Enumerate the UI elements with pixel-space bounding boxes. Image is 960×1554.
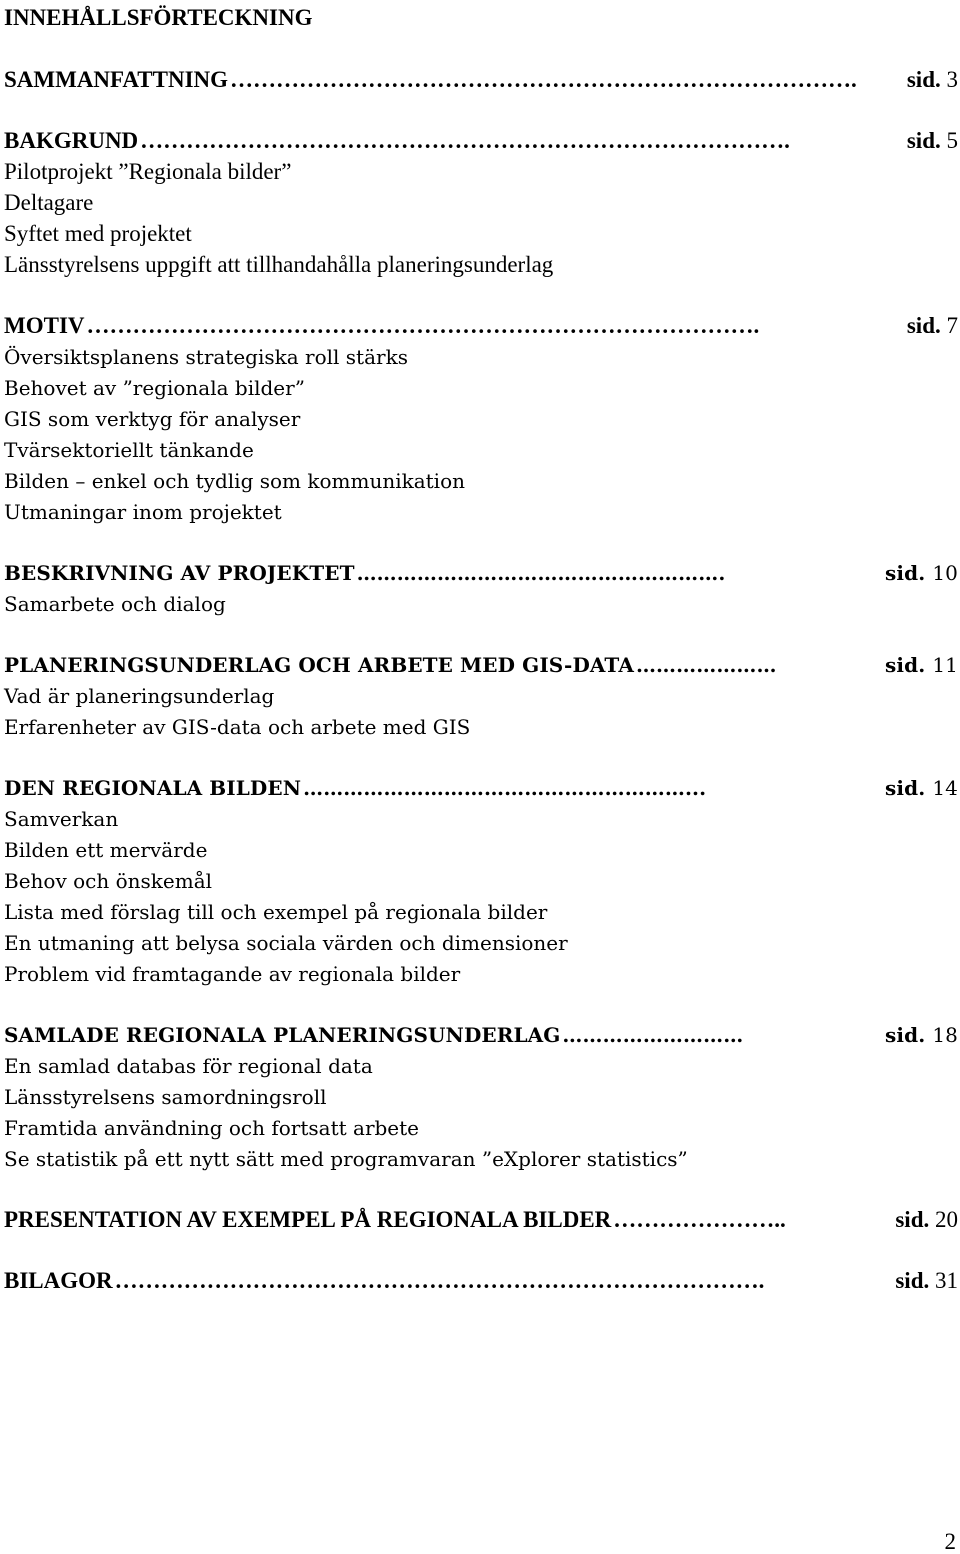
page-ref-prefix: sid. (885, 653, 926, 677)
page-ref-prefix: sid. (906, 67, 941, 92)
toc-subitem[interactable]: Deltagare (4, 190, 94, 215)
toc-subitem[interactable]: Samverkan (4, 807, 119, 831)
toc-page-ref (895, 1266, 958, 1296)
toc-subitem[interactable]: Erfarenheter av GIS-data och arbete med GIS (4, 715, 471, 739)
toc-page-ref (907, 126, 958, 156)
page-ref-prefix: sid. (906, 313, 941, 338)
toc-heading: SAMMANFATTNING (4, 67, 229, 92)
page-ref-prefix: sid. (885, 561, 926, 585)
toc-leader-dots: …………………………………………………………………………. (140, 128, 790, 153)
toc-subitem[interactable]: Syftet med projektet (4, 221, 192, 246)
toc-leader-dots: ……………………………………………………………………………. (86, 313, 760, 338)
toc-heading: MOTIV (4, 313, 85, 338)
toc-heading: BILAGOR (4, 1268, 113, 1293)
page-ref-number: 14 (932, 776, 958, 800)
page-ref-prefix: sid. (885, 1023, 926, 1047)
toc-subitem[interactable]: Länsstyrelsens uppgift att tillhandahålla planeringsunderlag (4, 252, 554, 277)
toc-subitem[interactable]: Lista med förslag till och exempel på regionala bilder (4, 900, 548, 924)
toc-page-ref (885, 773, 958, 803)
toc-leader-dots: ………………….. (613, 1207, 786, 1232)
page-ref-prefix: sid. (895, 1268, 930, 1293)
toc-heading: DEN REGIONALA BILDEN (4, 776, 302, 800)
toc-subitem[interactable]: Utmaningar inom projektet (4, 500, 282, 524)
toc-subitem[interactable]: GIS som verktyg för analyser (4, 407, 301, 431)
toc-subitem[interactable]: Pilotprojekt ”Regionala bilder” (4, 159, 292, 184)
toc-entry-bakgrund[interactable] (4, 126, 958, 156)
toc-entry-presentation-av-exempel[interactable] (4, 1205, 958, 1235)
page-ref-number: 18 (932, 1023, 958, 1047)
toc-entry-sammanfattning[interactable] (4, 65, 958, 95)
toc-heading: PLANERINGSUNDERLAG OCH ARBETE MED GIS-DATA (4, 653, 634, 677)
toc-leader-dots: …………………………………………………………………………. (114, 1268, 765, 1293)
toc-page-ref (907, 311, 958, 341)
page-ref-number: 5 (946, 128, 958, 153)
toc-page-ref (907, 65, 958, 95)
toc-heading: SAMLADE REGIONALA PLANERINGSUNDERLAG (4, 1023, 561, 1047)
toc-subitem[interactable]: Bilden ett mervärde (4, 838, 208, 862)
toc-heading: PRESENTATION AV EXEMPEL PÅ REGIONALA BILDER (4, 1207, 612, 1232)
page-ref-number: 3 (946, 67, 958, 92)
toc-subitem[interactable]: Bilden – enkel och tydlig som kommunikation (4, 469, 465, 493)
toc-subitem[interactable]: Behov och önskemål (4, 869, 213, 893)
toc-subitem[interactable]: Översiktsplanens strategiska roll stärks (4, 345, 408, 369)
toc-leader-dots: ………………………………………………………………………. (230, 67, 857, 92)
toc-entry-planeringsunderlag[interactable] (4, 650, 958, 680)
toc-heading: BAKGRUND (4, 128, 139, 153)
toc-subitem[interactable]: Framtida användning och fortsatt arbete (4, 1116, 420, 1140)
toc-subitem[interactable]: En utmaning att belysa sociala värden och dimensioner (4, 931, 568, 955)
toc-subitem[interactable]: Se statistik på ett nytt sätt med programvaran ”eXplorer statistics” (4, 1147, 688, 1171)
page-ref-number: 7 (946, 313, 958, 338)
toc-entry-bilagor[interactable] (4, 1266, 958, 1296)
toc-entry-motiv[interactable] (4, 311, 958, 341)
toc-page-ref (885, 1020, 958, 1050)
toc-subitem[interactable]: Samarbete och dialog (4, 592, 226, 616)
toc-subitem[interactable]: Tvärsektoriellt tänkande (4, 438, 254, 462)
toc-heading: BESKRIVNING AV PROJEKTET (4, 561, 355, 585)
page-ref-number: 20 (935, 1207, 958, 1232)
toc-leader-dots: ……………………… (562, 1023, 744, 1047)
page-ref-prefix: sid. (885, 776, 926, 800)
toc-subitem[interactable]: Problem vid framtagande av regionala bilder (4, 962, 461, 986)
toc-page-ref (885, 650, 958, 680)
toc-page-ref (895, 1205, 958, 1235)
toc-leader-dots: ………………… (635, 653, 777, 677)
toc-subitem[interactable]: Behovet av ”regionala bilder” (4, 376, 305, 400)
page-ref-number: 11 (932, 653, 958, 677)
toc-entry-samlade-regionala-planeringsunderlag[interactable] (4, 1020, 958, 1050)
page-ref-number: 31 (935, 1268, 958, 1293)
toc-subitem[interactable]: Länsstyrelsens samordningsroll (4, 1085, 327, 1109)
page-ref-prefix: sid. (906, 128, 941, 153)
page-ref-number: 10 (932, 561, 958, 585)
toc-leader-dots: ………………………………………………. (356, 561, 726, 585)
toc-entry-den-regionala-bilden[interactable] (4, 773, 958, 803)
toc-leader-dots: …………………………………………………... (303, 776, 707, 800)
toc-subitem[interactable]: En samlad databas för regional data (4, 1054, 373, 1078)
toc-page-ref (885, 558, 958, 588)
toc-subitem[interactable]: Vad är planeringsunderlag (4, 684, 275, 708)
toc-title: INNEHÅLLSFÖRTECKNING (4, 5, 313, 30)
page-ref-prefix: sid. (895, 1207, 930, 1232)
page-number: 2 (944, 1529, 956, 1554)
toc-entry-beskrivning-av-projektet[interactable] (4, 558, 958, 588)
